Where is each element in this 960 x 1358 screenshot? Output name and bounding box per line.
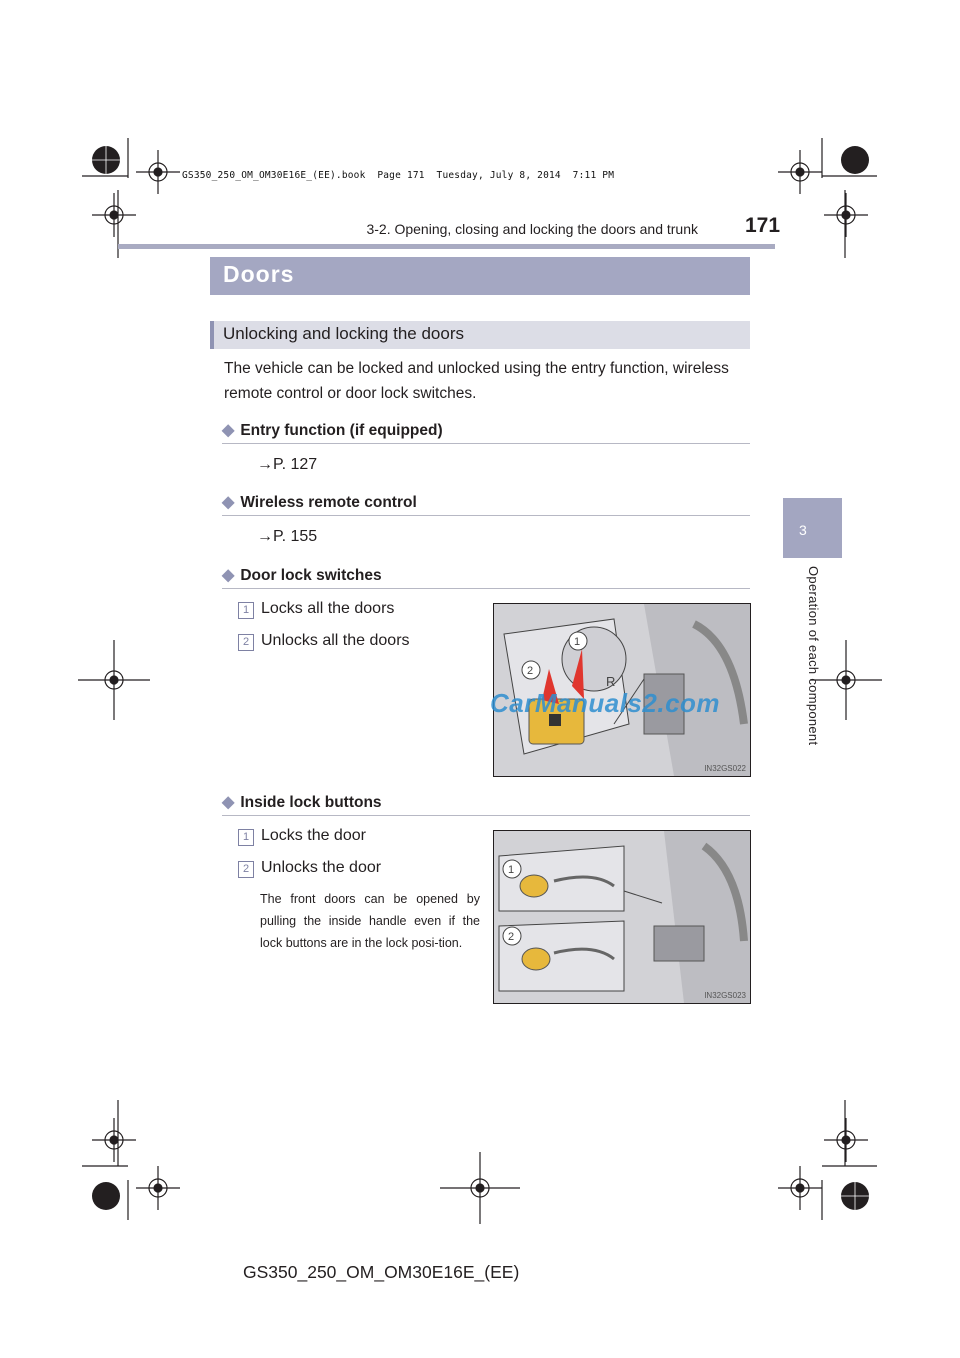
callout-1: 1 bbox=[574, 636, 581, 648]
note-text: The front doors can be opened by pulling the inside handle even if the lock buttons are in the lock posi-tion. bbox=[260, 892, 480, 950]
page-number: 171 bbox=[745, 214, 781, 237]
chapter-tab-number: 3 bbox=[799, 522, 807, 538]
page-reference[interactable]: →P. 155 bbox=[257, 528, 318, 545]
inside-lock-drawing bbox=[494, 831, 750, 1003]
step-number: 1 bbox=[238, 829, 254, 846]
step-text: Locks the door bbox=[261, 827, 366, 844]
step-text: Unlocks all the doors bbox=[261, 632, 410, 649]
svg-text:R: R bbox=[606, 674, 616, 689]
watermark: CarManuals2.com bbox=[490, 688, 721, 718]
running-header-section: 3-2. Opening, closing and locking the doors and trunk bbox=[366, 221, 698, 237]
callout-2: 2 bbox=[508, 931, 515, 943]
section-subtitle: Unlocking and locking the doors bbox=[223, 324, 464, 343]
item-heading: ◆ Entry function (if equipped) bbox=[222, 422, 443, 439]
image-code: IN32GS022 bbox=[704, 764, 746, 773]
header-rule bbox=[118, 244, 775, 249]
footer-model-code: GS350_250_OM_OM30E16E_(EE) bbox=[243, 1262, 520, 1282]
chapter-tab bbox=[783, 498, 842, 558]
page-reference[interactable]: →P. 127 bbox=[257, 456, 318, 473]
image-code: IN32GS023 bbox=[704, 991, 746, 1000]
callout-1: 1 bbox=[508, 864, 515, 876]
page-title: Doors bbox=[223, 261, 295, 287]
intro-paragraph: The vehicle can be locked and unlocked using the entry function, wireless remote control or door lock switches. bbox=[224, 360, 729, 402]
book-stamp: GS350_250_OM_OM30E16E_(EE).book Page 171 Tuesday, July 8, 2014 7:11 PM bbox=[182, 170, 615, 181]
item-rule bbox=[222, 443, 750, 444]
callout-2: 2 bbox=[527, 665, 534, 677]
item-rule bbox=[222, 588, 750, 589]
step-text: Unlocks the door bbox=[261, 859, 382, 876]
item-heading: ◆ Wireless remote control bbox=[222, 494, 417, 511]
diamond-icon: ◆ bbox=[222, 567, 235, 584]
item-rule bbox=[222, 815, 750, 816]
step-number: 2 bbox=[238, 634, 254, 651]
item-heading: ◆ Inside lock buttons bbox=[222, 794, 382, 811]
diamond-icon: ◆ bbox=[222, 494, 235, 511]
diamond-icon: ◆ bbox=[222, 422, 235, 439]
diamond-icon: ◆ bbox=[222, 794, 235, 811]
item-heading: ◆ Door lock switches bbox=[222, 567, 382, 584]
inside-lock-button-illustration bbox=[493, 830, 751, 1004]
step-number: 1 bbox=[238, 602, 254, 619]
chapter-tab-label: Operation of each component bbox=[806, 566, 821, 746]
item-rule bbox=[222, 515, 750, 516]
step-number: 2 bbox=[238, 861, 254, 878]
step-text: Locks all the doors bbox=[261, 600, 395, 617]
